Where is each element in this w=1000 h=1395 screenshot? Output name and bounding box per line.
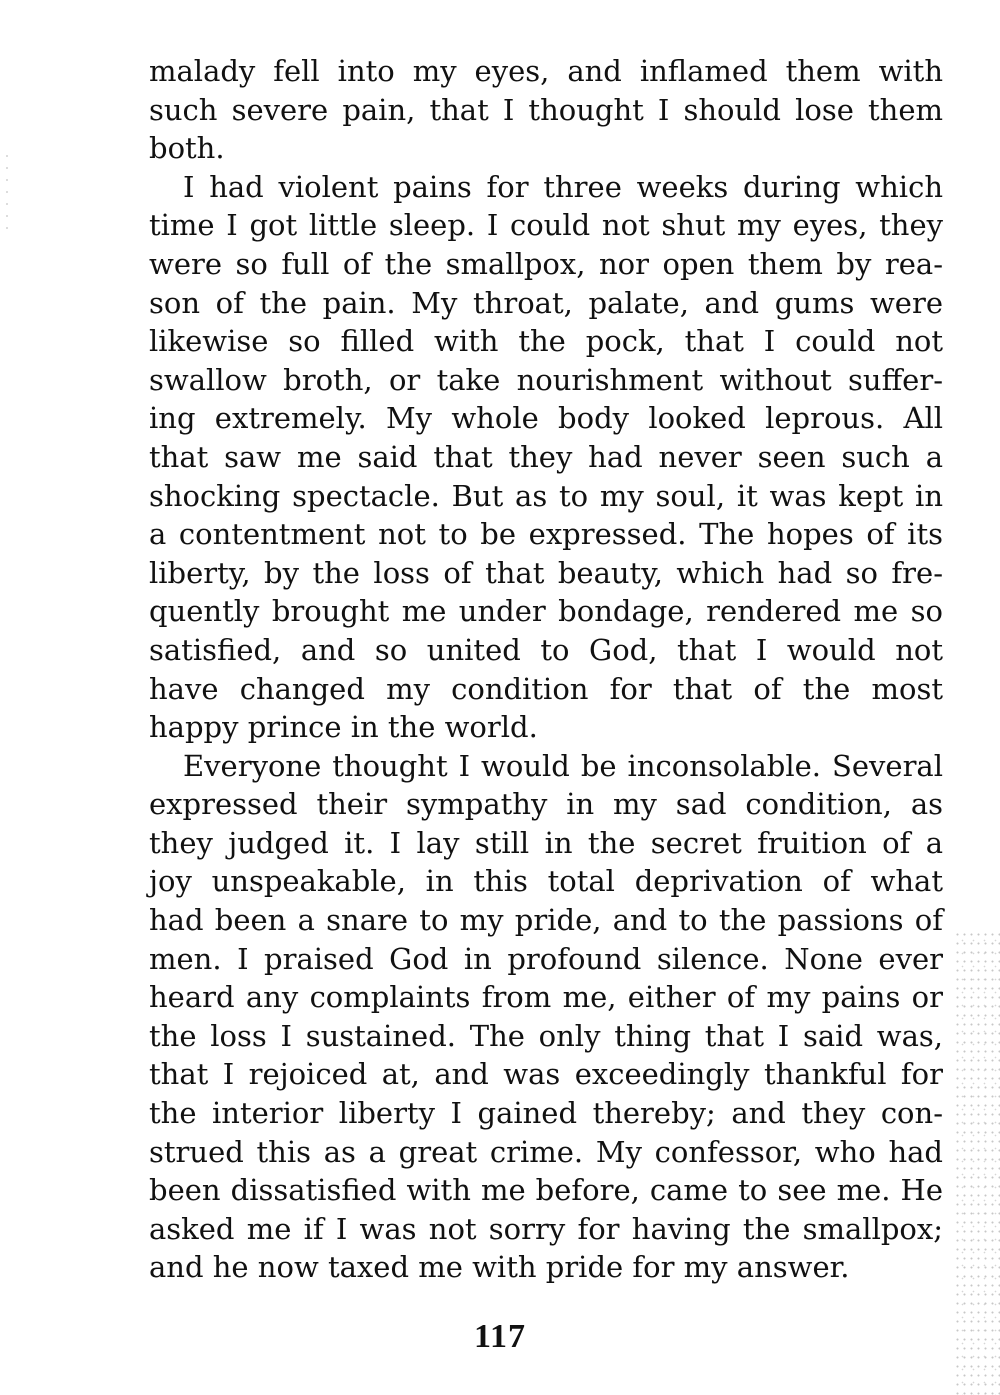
text-line: son of the pain. My throat, palate, and gums were	[149, 285, 943, 320]
text-line: men. I praised God in profound silence. None ever	[149, 941, 943, 976]
text-line: were so full of the smallpox, nor open them by rea-	[149, 246, 943, 281]
text-line: liberty, by the loss of that beauty, which had so fre-	[149, 555, 943, 590]
paragraph	[149, 168, 943, 747]
text-line: swallow broth, or take nourishment without suffer-	[149, 362, 943, 397]
text-line: that saw me said that they had never seen such a	[149, 439, 943, 474]
text-line: heard any complaints from me, either of my pains or	[149, 980, 943, 1015]
paragraph	[149, 747, 943, 1287]
text-line: malady fell into my eyes, and inflamed them with	[149, 54, 943, 88]
text-line: I had violent pains for three weeks during which	[183, 169, 943, 204]
text-line: that I rejoiced at, and was exceedingly thankful for	[149, 1057, 943, 1092]
text-line: the interior liberty I gained thereby; and they con-	[149, 1096, 943, 1131]
text-line: time I got little sleep. I could not shut my eyes, they	[149, 208, 943, 243]
text-line: had been a snare to my pride, and to the passions of	[149, 903, 943, 938]
text-line: the loss I sustained. The only thing that I said was,	[149, 1018, 943, 1053]
text-line: likewise so filled with the pock, that I could not	[149, 324, 943, 359]
text-line: a contentment not to be expressed. The hopes of its	[149, 517, 943, 552]
scan-gutter-speckle	[4, 150, 10, 230]
text-line: such severe pain, that I thought I should lose them	[149, 92, 943, 127]
text-line: strued this as a great crime. My confessor, who had	[149, 1134, 943, 1169]
text-line: been dissatisfied with me before, came to see me. He	[149, 1173, 943, 1208]
paragraph	[149, 52, 943, 168]
text-line: have changed my condition for that of the most	[149, 671, 943, 706]
text-line: ing extremely. My whole body looked leprous. All	[149, 401, 943, 436]
text-line: shocking spectacle. But as to my soul, it was kept in	[149, 478, 943, 513]
page-number: 117	[473, 1318, 527, 1355]
text-line: expressed their sympathy in my sad condition, as	[149, 787, 943, 822]
text-line: quently brought me under bondage, rendered me so	[149, 594, 943, 629]
text-line: happy prince in the world.	[149, 710, 538, 745]
text-line: both.	[149, 131, 225, 166]
body-text	[149, 52, 943, 1287]
text-line: satisfied, and so united to God, that I would not	[149, 632, 943, 667]
text-line: asked me if I was not sorry for having the smallpox;	[149, 1211, 943, 1246]
text-line: they judged it. I lay still in the secret fruition of a	[149, 825, 943, 860]
text-line: Everyone thought I would be inconsolable. Several	[183, 748, 943, 783]
text-line: joy unspeakable, in this total deprivation of what	[149, 864, 943, 899]
text-line: and he now taxed me with pride for my answer.	[149, 1250, 850, 1285]
